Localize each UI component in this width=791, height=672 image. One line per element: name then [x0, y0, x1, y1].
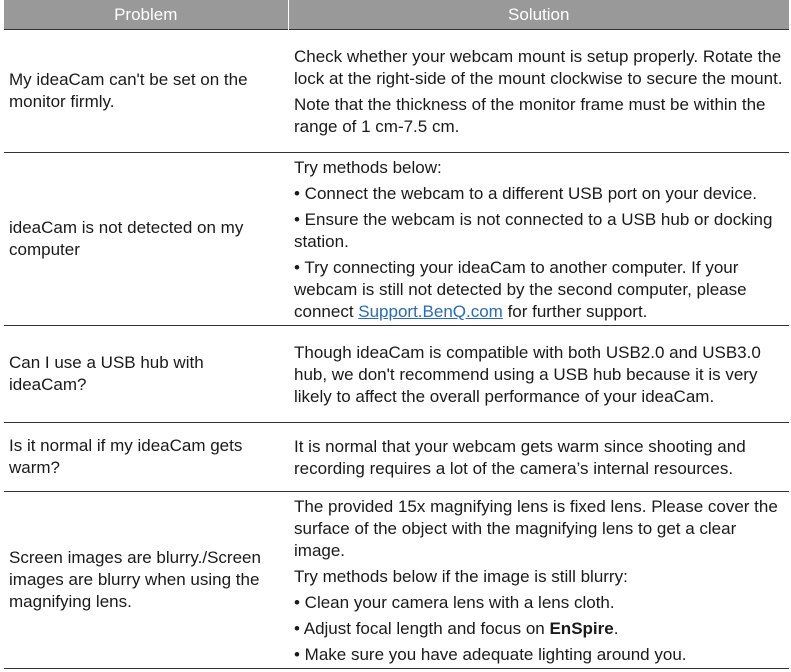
solution-bullet	[294, 257, 785, 323]
header-row	[4, 0, 789, 30]
header-solution: Solution	[288, 0, 789, 30]
solution-bullet-text: • Adjust focal length and focus on	[294, 619, 550, 638]
problem-cell: ideaCam is not detected on my computer	[4, 153, 288, 326]
table-row	[4, 423, 789, 492]
solution-bullet: • Clean your camera lens with a lens cloth.	[294, 593, 615, 612]
solution-text: Try methods below if the image is still blurry:	[294, 567, 628, 586]
solution-text: Note that the thickness of the monitor frame must be within the range of 1 cm-7.5 cm.	[294, 95, 766, 136]
problem-cell: My ideaCam can't be set on the monitor firmly.	[4, 30, 288, 153]
table-row	[4, 492, 789, 669]
problem-cell: Screen images are blurry./Screen images are blurry when using the magnifying lens.	[4, 492, 288, 669]
solution-cell	[288, 492, 789, 669]
solution-cell	[288, 326, 789, 423]
troubleshooting-table	[4, 0, 789, 669]
solution-bullet: • Ensure the webcam is not connected to a USB hub or docking station.	[294, 210, 773, 251]
solution-bullet-tail: .	[613, 619, 619, 638]
table-row	[4, 326, 789, 423]
solution-bullet	[294, 618, 785, 640]
solution-text: Check whether your webcam mount is setup properly. Rotate the lock at the right-side of the mount clockwise to secure the mount.	[294, 47, 783, 88]
table-row	[4, 153, 789, 326]
solution-text: It is normal that your webcam gets warm since shooting and recording requires a lot of the camera’s internal resources.	[294, 437, 746, 478]
solution-bullet: • Connect the webcam to a different USB port on your device.	[294, 184, 758, 203]
problem-cell: Is it normal if my ideaCam gets warm?	[4, 423, 288, 492]
solution-text: The provided 15x magnifying lens is fixed lens. Please cover the surface of the object with the magnifying lens to get a clear image.	[294, 497, 778, 560]
table-row	[4, 30, 789, 153]
solution-bullet-tail: for further support.	[502, 302, 648, 321]
header-problem: Problem	[4, 0, 288, 30]
solution-text: Though ideaCam is compatible with both USB2.0 and USB3.0 hub, we don't recommend using a USB hub because it is very likely to affect the overall performance of your ideaCam.	[294, 343, 761, 406]
support-link[interactable]: Support.BenQ.com	[358, 302, 503, 321]
solution-text: Try methods below:	[294, 158, 442, 177]
solution-cell	[288, 423, 789, 492]
problem-cell: Can I use a USB hub with ideaCam?	[4, 326, 288, 423]
solution-bullet: • Make sure you have adequate lighting around you.	[294, 645, 687, 664]
enspire-label: EnSpire	[549, 619, 614, 638]
solution-bullet-text: • Try connecting your ideaCam to another computer. If your webcam is still not detected by the second computer, please connect	[294, 258, 747, 321]
solution-cell	[288, 30, 789, 153]
solution-cell	[288, 153, 789, 326]
